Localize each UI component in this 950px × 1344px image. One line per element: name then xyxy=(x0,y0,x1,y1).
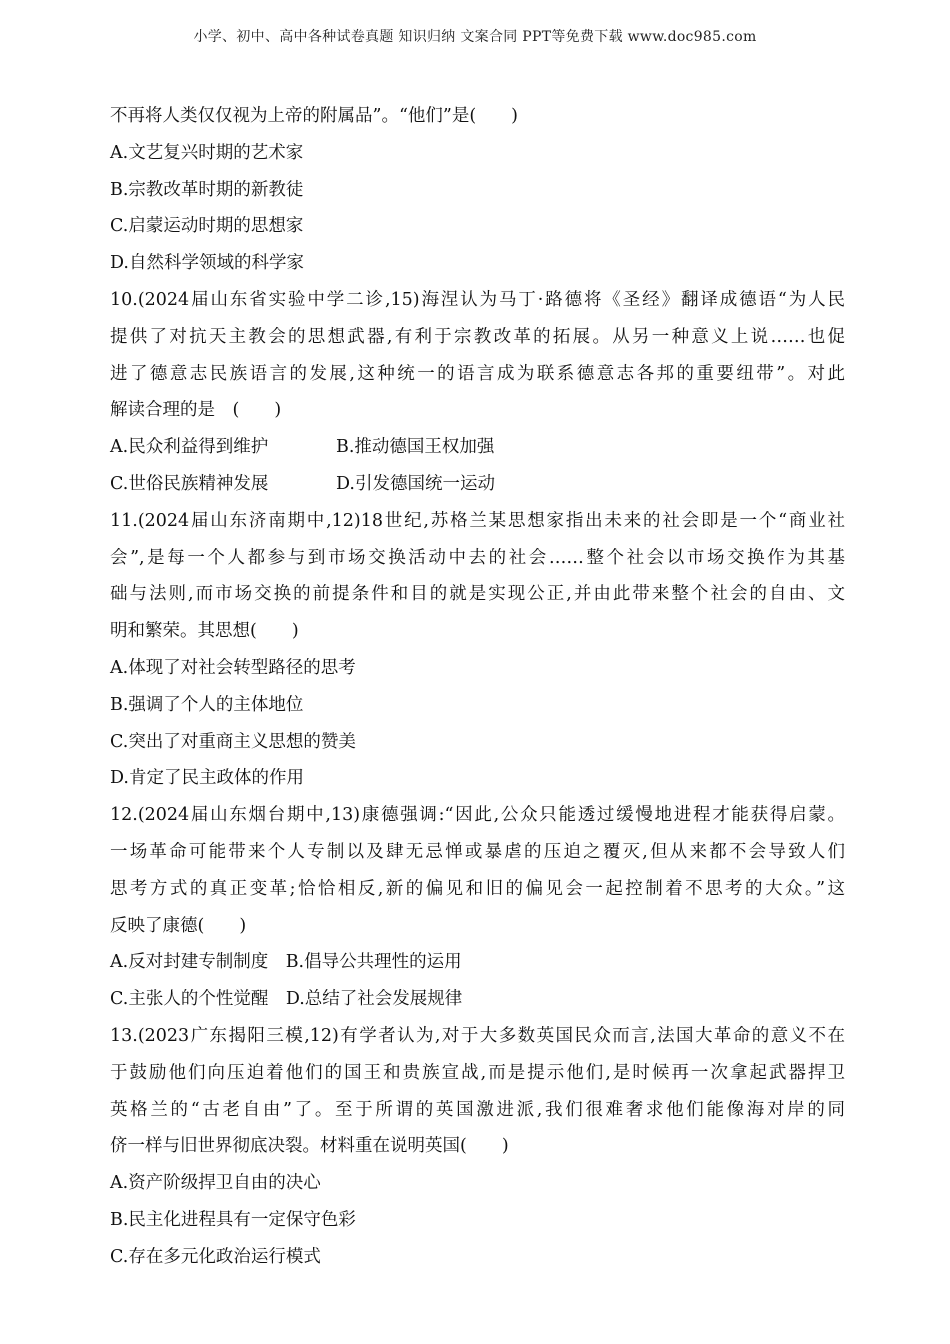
option-d: D.引发德国统一运动 xyxy=(336,473,495,494)
question-stem: 12.(2024届山东烟台期中,13)康德强调:“因此,公众只能透过缓慢地进程才能获得启蒙。 xyxy=(110,805,845,826)
option-c: C.存在多元化政治运行模式 xyxy=(110,1246,321,1267)
question-stem: 明和繁荣。其思想( ) xyxy=(110,621,299,642)
option-a: A.民众利益得到维护 xyxy=(110,437,269,458)
question-stem: 不再将人类仅仅视为上帝的附属品”。“他们”是( ) xyxy=(110,106,518,126)
question-13 xyxy=(110,1018,845,1276)
option-d: D.肯定了民主政体的作用 xyxy=(110,768,304,789)
option-row xyxy=(110,429,845,466)
question-stem: 10.(2024届山东省实验中学二诊,15)海涅认为马丁·路德将《圣经》翻译成德语“为人民 xyxy=(110,289,845,310)
question-stem: 侪一样与旧世界彻底决裂。材料重在说明英国( ) xyxy=(110,1136,509,1157)
option-d: D.自然科学领域的科学家 xyxy=(110,253,304,274)
question-9 xyxy=(110,98,845,282)
option-row xyxy=(110,466,845,503)
option-row-ab: A.反对封建专制制度 B.倡导公共理性的运用 xyxy=(110,952,462,973)
question-stem: 英格兰的“古老自由”了。至于所谓的英国激进派,我们很难奢求他们能像海对岸的同 xyxy=(110,1099,845,1120)
question-stem: 会”,是每一个人都参与到市场交换活动中去的社会……整个社会以市场交换作为其基 xyxy=(110,547,845,568)
question-stem: 础与法则,而市场交换的前提条件和目的就是实现公正,并由此带来整个社会的自由、文 xyxy=(110,584,845,605)
option-a: A.文艺复兴时期的艺术家 xyxy=(110,142,304,163)
question-11 xyxy=(110,503,845,797)
page-header: 小学、初中、高中各种试卷真题 知识归纳 文案合同 PPT等免费下载 www.doc985.com xyxy=(193,29,757,45)
question-stem: 提供了对抗天主教会的思想武器,有利于宗教改革的拓展。从另一种意义上说……也促 xyxy=(110,326,845,347)
option-b: B.推动德国王权加强 xyxy=(336,437,495,458)
question-content xyxy=(110,98,845,1276)
question-stem: 于鼓励他们向压迫着他们的国王和贵族宣战,而是提示他们,是时候再一次拿起武器捍卫 xyxy=(110,1062,845,1083)
question-12 xyxy=(110,797,845,1018)
option-a: A.体现了对社会转型路径的思考 xyxy=(110,657,356,678)
question-stem: 11.(2024届山东济南期中,12)18世纪,苏格兰某思想家指出未来的社会即是一个“商业社 xyxy=(110,510,845,531)
question-stem: 13.(2023广东揭阳三模,12)有学者认为,对于大多数英国民众而言,法国大革命的意义不在 xyxy=(110,1025,845,1046)
option-c: C.世俗民族精神发展 xyxy=(110,473,269,494)
question-stem: 思考方式的真正变革;恰恰相反,新的偏见和旧的偏见会一起控制着不思考的大众。”这 xyxy=(110,878,845,899)
question-stem: 进了德意志民族语言的发展,这种统一的语言成为联系德意志各邦的重要纽带”。对此 xyxy=(110,363,845,384)
option-c: C.突出了对重商主义思想的赞美 xyxy=(110,731,356,752)
option-a: A.资产阶级捍卫自由的决心 xyxy=(110,1173,321,1194)
question-10 xyxy=(110,282,845,503)
question-stem: 解读合理的是 ( ) xyxy=(110,400,282,421)
question-stem: 反映了康德( ) xyxy=(110,915,247,936)
option-b: B.民主化进程具有一定保守色彩 xyxy=(110,1209,356,1230)
option-b: B.强调了个人的主体地位 xyxy=(110,694,304,715)
option-row-cd: C.主张人的个性觉醒 D.总结了社会发展规律 xyxy=(110,989,463,1010)
option-b: B.宗教改革时期的新教徒 xyxy=(110,179,304,200)
option-c: C.启蒙运动时期的思想家 xyxy=(110,216,304,237)
question-stem: 一场革命可能带来个人专制以及肆无忌惮或暴虐的压迫之覆灭,但从来都不会导致人们 xyxy=(110,841,845,862)
